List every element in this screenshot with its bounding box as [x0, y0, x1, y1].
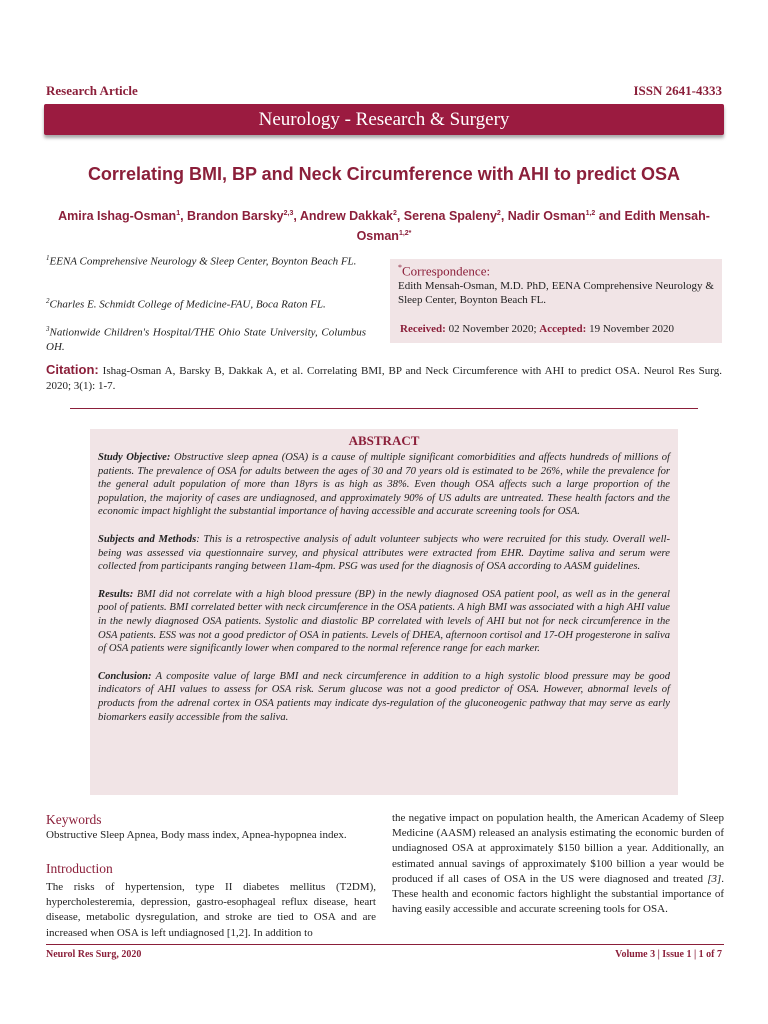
- abstract-conclusion: Conclusion: A composite value of large BMI and neck circumference in addition to a high systolic blood pressure may be good indicators of AHI values to assess for OSA risk. Serum glucose was not a good predictor of OSA. However, abnormal levels of products from the adrenal cortex in OSA patients may indicate dys-regulation of the gluconeogenic pathway that may serve as early biomarkers easily accessible from the saliva.: [98, 670, 670, 723]
- abstract-heading: ABSTRACT: [348, 433, 420, 448]
- affiliation-1: $^1$EENA Comprehensive Neurology & Sleep Center, Boynton Beach FL.: [46, 254, 357, 268]
- accepted-label: Accepted:: [539, 323, 587, 335]
- author-affiliation-mark: 2: [392, 210, 397, 217]
- author-affiliation-mark: 2: [496, 210, 501, 217]
- issn-label: ISSN 2641-4333: [633, 83, 722, 98]
- abstract-methods: Subjects and Methods: This is a retrospective analysis of adult volunteer subjects who were recruited for this study. Overall well-being was assessed via questionnaire survey, and physical attributes were extracted from EHR. Daytime saliva and serum were collected from participants ranging between 11am-4pm. PSG was used for the diagnosis of OSA according to AASM guidelines.: [98, 533, 670, 573]
- introduction-column-left: The risks of hypertension, type II diabetes mellitus (T2DM), hypercholesteremia, depression, gastro-esophageal reflux disease, heart disease, metabolic dysregulation, and stroke are tied to OSA and are increased when OSA is left undiagnosed [1,2]. In addition to: [46, 881, 376, 939]
- correspondence-heading: *Correspondence:: [398, 263, 491, 279]
- section-divider: [70, 408, 698, 409]
- author-name: Amira Ishag-Osman: [58, 209, 177, 224]
- author-affiliation-mark: 1,2*: [398, 230, 412, 238]
- correspondence-box: [390, 259, 722, 343]
- affiliation-2: $^2$Charles E. Schmidt College of Medicine-FAU, Boca Raton FL.: [46, 297, 326, 311]
- abstract-objective: Study Objective: Obstructive sleep apnea (OSA) is a cause of multiple significant comorbidities and affects hundreds of millions of patients. The prevalence of OSA for adults between the ages of 30 and 70 years old is estimated to be 26%, while the prevalence for the general adult population of more than 18yrs is as high as 38%. Even though OSA affects such a large proportion of the population, the majority of cases are undiagnosed, and approximately 90% of US adults are untreated. These health factors and the economic impact highlight the substantial importance of having accessible and accurate screening tools for OSA.: [98, 452, 670, 518]
- abstract-box: [90, 429, 678, 795]
- journal-name: Neurology - Research & Surgery: [258, 109, 510, 130]
- article-dates: [400, 323, 674, 335]
- footer-page-info: Volume 3 | Issue 1 | 1 of 7: [615, 949, 722, 960]
- citation-text: Ishag-Osman A, Barsky B, Dakkak A, et al. Correlating BMI, BP and Neck Circumference with AHI to predict OSA. Neurol Res Surg. 2020; 3(1): 1-7.: [46, 365, 722, 392]
- citation-label: Citation:: [46, 362, 99, 377]
- reference-link[interactable]: [3]: [707, 872, 722, 885]
- keywords-heading: Keywords: [46, 812, 102, 827]
- author-affiliation-mark: 2,3: [283, 210, 294, 217]
- author-list: Amira Ishag-Osman$^1$, Brandon Barsky$^{2,3}$, Andrew Dakkak$^2$, Serena Spaleny$^2$, Nadir Osman$^{1,2}$ and Edith Mensah-Osman$^{1,2*}$: [58, 209, 710, 244]
- author-name: Nadir Osman: [507, 209, 586, 224]
- received-label: Received:: [400, 323, 446, 335]
- accepted-date: 19 November 2020: [589, 323, 675, 335]
- author-name: Brandon Barsky: [187, 209, 284, 224]
- article-type-label: Research Article: [46, 83, 138, 98]
- article-title: Correlating BMI, BP and Neck Circumference with AHI to predict OSA: [87, 164, 681, 184]
- journal-banner: [44, 104, 724, 135]
- affiliation-3: $^3$Nationwide Children's Hospital/THE Ohio State University, Columbus OH.: [46, 325, 366, 353]
- abstract-results: Results: BMI did not correlate with a high blood pressure (BP) in the newly diagnosed OSA patient pool, as well as in the general pool of patients. BMI correlated better with neck circumference in the OSA patients. A high BMI was associated with a high AHI value in the newly diagnosed OSA patients. Systolic and diastolic BP correlated with levels of AHI but not for neck circumference in the OSA patients. ESS was not a good predictor of OSA in patients. Levels of DHEA, afternoon cortisol and 17-OH progesterone in saliva of OSA patients were significantly lower when compared to the normal reference range for each marker.: [98, 588, 670, 655]
- keywords-text: Obstructive Sleep Apnea, Body mass index, Apnea-hypopnea index.: [46, 829, 347, 841]
- footer-journal-citation: Neurol Res Surg, 2020: [46, 949, 142, 960]
- correspondence-body: Edith Mensah-Osman, M.D. PhD, EENA Comprehensive Neurology & Sleep Center, Boynton Beach FL.: [398, 280, 714, 307]
- received-date: 02 November 2020;: [448, 323, 537, 335]
- citation: [46, 362, 722, 394]
- footer-divider: [46, 944, 724, 945]
- author-name: Serena Spaleny: [403, 209, 497, 224]
- author-name: Andrew Dakkak: [299, 209, 393, 224]
- author-name: Edith Mensah-Osman: [356, 209, 710, 244]
- introduction-column-right: the negative impact on population health, the American Academy of Sleep Medicine (AASM) released an analysis estimating the economic burden of undiagnosed OSA at approximately $150 billion a year. Additionally, an estimated annual savings of approximately $100 billion a year would be produced if all cases of OSA in the US were diagnosed and treated [3]. These health and economic factors highlight the substantial importance of having easily accessible and accurate screening tools for OSA.: [392, 812, 724, 916]
- author-affiliation-mark: 1,2: [585, 210, 596, 217]
- author-affiliation-mark: 1: [176, 210, 181, 217]
- introduction-heading: Introduction: [46, 861, 113, 876]
